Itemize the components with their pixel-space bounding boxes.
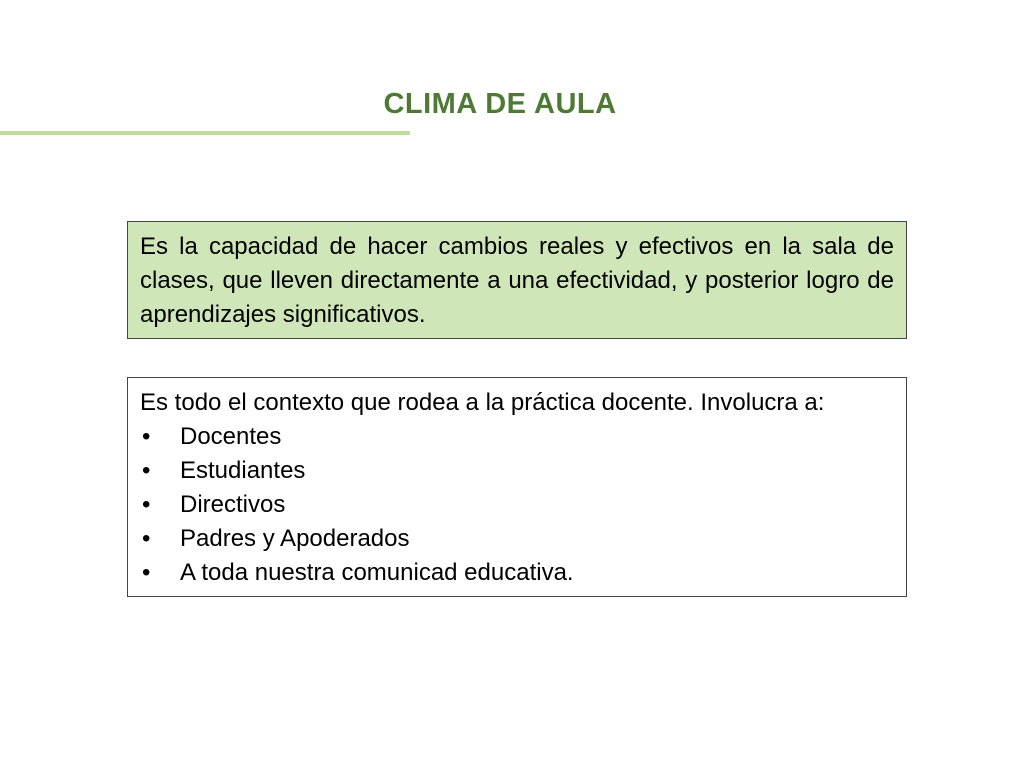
bullet-icon: •	[142, 525, 151, 552]
bullet-icon: •	[142, 423, 151, 450]
list-item-text: Directivos	[180, 491, 286, 518]
definition-text: Es la capacidad de hacer cambios reales y efectivos en la sala de clases, que lleven directamente a una efectividad, y posterior logro de aprendizajes significativos.	[140, 233, 894, 328]
title-underline-rule	[0, 131, 410, 135]
bullet-icon: •	[142, 491, 151, 518]
list-item-text: Estudiantes	[180, 457, 306, 484]
list-item	[140, 556, 894, 590]
slide-title: CLIMA DE AULA	[383, 88, 617, 120]
involvement-list	[140, 420, 894, 590]
list-item-text: A toda nuestra comunicad educativa.	[180, 559, 574, 586]
list-item-text: Padres y Apoderados	[180, 525, 410, 552]
list-item	[140, 420, 894, 454]
context-box	[127, 377, 907, 597]
bullet-icon: •	[142, 457, 151, 484]
definition-box	[127, 221, 907, 339]
list-item	[140, 454, 894, 488]
bullet-icon: •	[142, 559, 151, 586]
list-item	[140, 488, 894, 522]
context-intro-text: Es todo el contexto que rodea a la práctica docente. Involucra a:	[140, 389, 825, 416]
list-item	[140, 522, 894, 556]
list-item-text: Docentes	[180, 423, 282, 450]
